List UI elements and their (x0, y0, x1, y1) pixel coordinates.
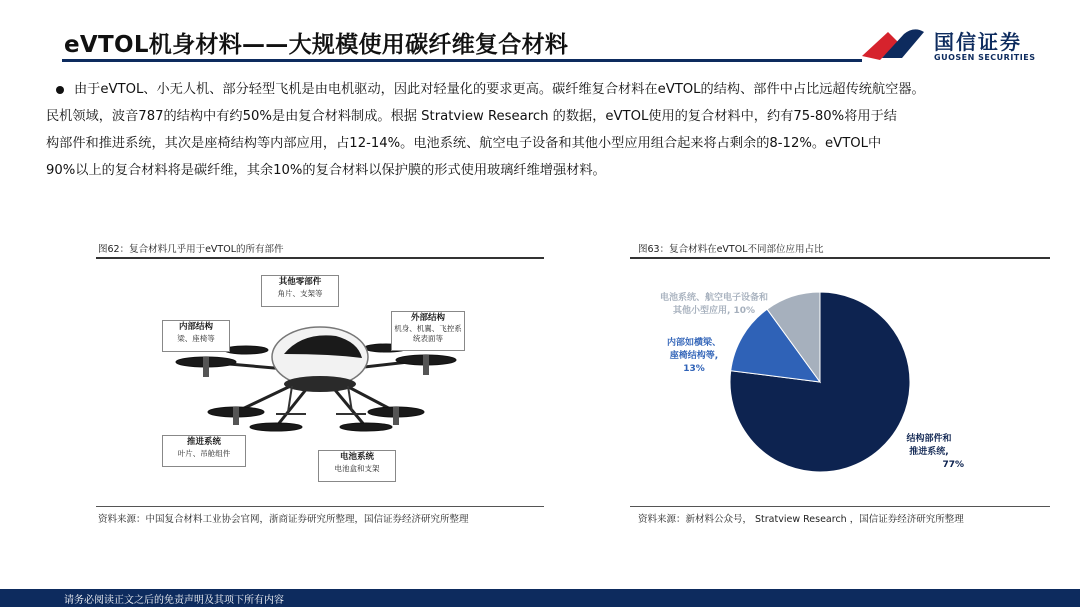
figure63-caption: 图63：复合材料在eVTOL不同部位应用占比 (638, 244, 824, 255)
body-line: 90%以上的复合材料将是碳纤维，其余10%的复合材料以保护膜的形式使用玻璃纤维增强材料。 (46, 163, 606, 178)
figure63-source: 资料来源：新材料公众号， Stratview Research ，国信证券经济研究所整理 (638, 514, 964, 525)
brand-logo (858, 24, 1038, 66)
bullet-icon (56, 86, 64, 94)
callout-title: 内部结构 (178, 322, 213, 332)
figure63-top-rule (630, 257, 1050, 259)
callout-desc: 叶片、吊舱组件 (177, 449, 231, 458)
figure62-caption: 图62：复合材料几乎用于eVTOL的所有部件 (98, 244, 284, 255)
pie-label-line: 座椅结构等, (669, 351, 719, 361)
figure62-source: 资料来源：中国复合材料工业协会官网，浙商证券研究所整理，国信证券经济研究所整理 (98, 514, 469, 525)
pie-label-interior (656, 337, 732, 376)
pie-label-pct: 77% (942, 460, 964, 470)
body-paragraph (46, 76, 1064, 184)
figure62-top-rule (96, 257, 544, 259)
logo-english-name: GUOSEN SECURITIES (934, 53, 1036, 62)
pie-label-pct: 10% (733, 306, 756, 316)
pie-label-line: 电池系统、航空电子设备和 (659, 293, 768, 303)
callout-desc: 角片、支架等 (277, 289, 323, 298)
callout-propulsion (162, 435, 246, 467)
callout-desc: 电池盒和支架 (334, 464, 380, 473)
footer-disclaimer: 请务必阅读正文之后的免责声明及其项下所有内容 (64, 595, 284, 606)
figure63-bottom-rule (630, 506, 1050, 507)
callout-interior-structure (162, 320, 230, 352)
callout-other-parts (261, 275, 339, 307)
callout-desc: 梁、座椅等 (177, 334, 215, 343)
pie-label-line (646, 305, 782, 318)
pie-label-text: 其他小型应用, (672, 306, 731, 316)
callout-exterior-structure (391, 311, 465, 351)
callout-desc: 机身、机翼、飞控系统表面等 (394, 324, 462, 343)
pie-label-pct: 13% (683, 364, 705, 374)
body-line: 构部件和推进系统，其次是座椅结构等内部应用，占12-14%。电池系统、航空电子设备和其他小型应用组合起来将占剩余的8-12%。eVTOL中 (46, 136, 882, 151)
body-line: 由于eVTOL、小无人机、部分轻型飞机是由电机驱动，因此对轻量化的要求更高。碳纤维复合材料在eVTOL的结构、部件中占比远超传统航空器。 (74, 82, 925, 97)
logo-chinese-name: 国信证券 (934, 30, 1022, 54)
pie-label-line: 结构部件和 (906, 434, 952, 444)
callout-title: 其他零部件 (278, 277, 322, 287)
footer-bar (0, 589, 1080, 607)
callout-title: 外部结构 (410, 313, 445, 323)
callout-title: 推进系统 (186, 437, 221, 447)
callout-battery (318, 450, 396, 482)
figure62-bottom-rule (96, 506, 544, 507)
pie-label-line: 推进系统, (909, 447, 949, 457)
pie-label-structure (894, 433, 964, 472)
title-underline (62, 59, 862, 62)
pie-label-line: 内部如横梁、 (666, 338, 721, 348)
callout-title: 电池系统 (339, 452, 374, 462)
page-title: eVTOL机身材料——大规模使用碳纤维复合材料 (64, 32, 569, 58)
body-line: 民机领域，波音787的结构中有约50%是由复合材料制成。根据 Stratview Research 的数据，eVTOL使用的复合材料中，约有75-80%将用于结 (46, 109, 897, 124)
pie-label-other (646, 292, 782, 318)
guosen-emblem-icon (858, 24, 928, 64)
